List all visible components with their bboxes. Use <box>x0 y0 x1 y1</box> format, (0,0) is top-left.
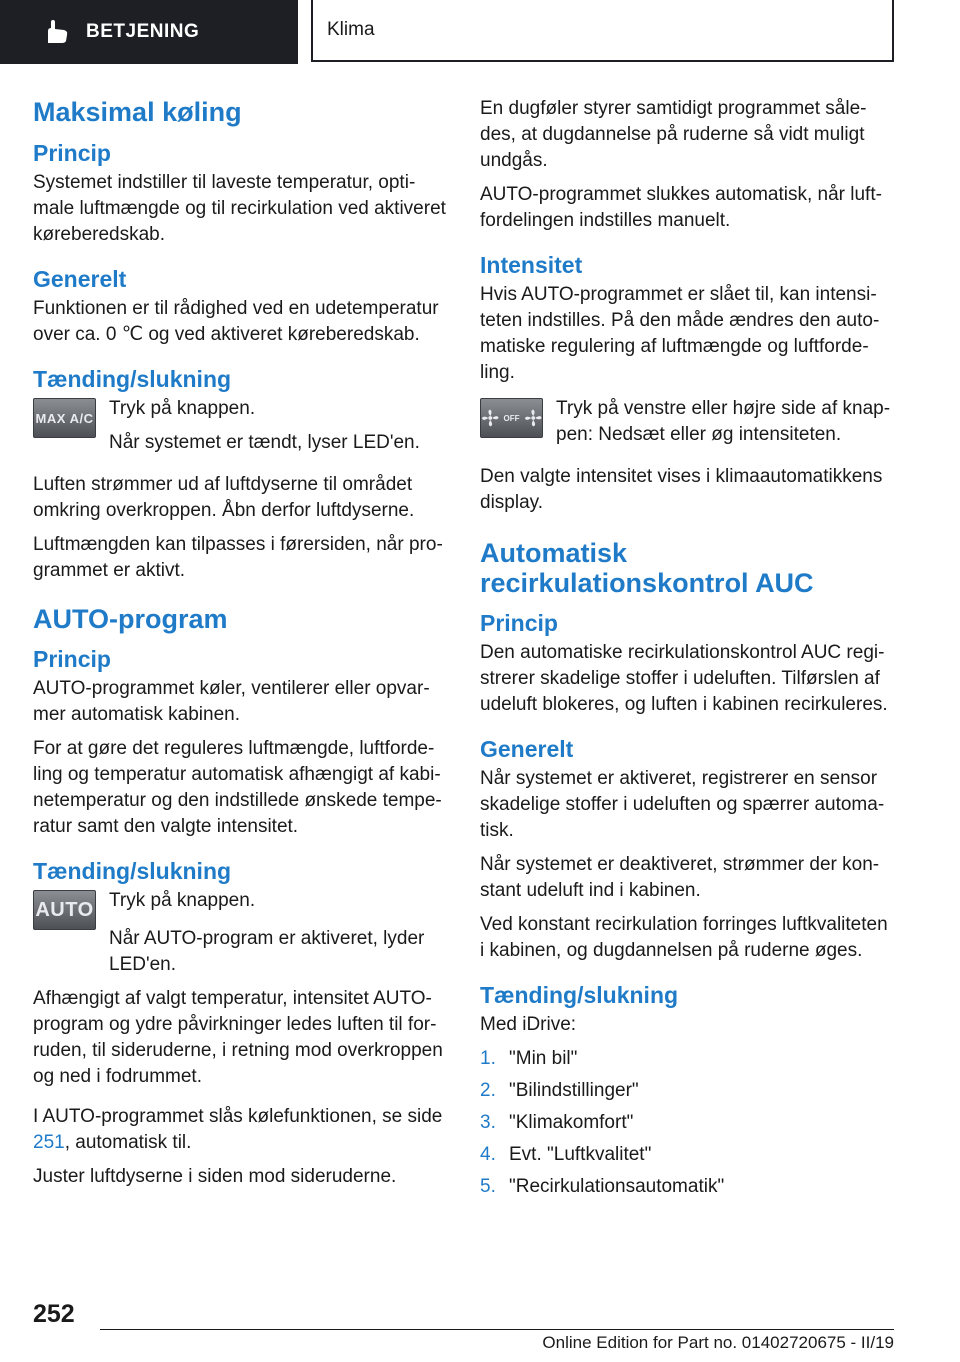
heading-maksimal-koeling: Maksimal køling <box>33 97 242 127</box>
text: I AUTO-programmet slås kølefunktionen, se side <box>33 1106 443 1127</box>
list-item <box>480 1046 892 1072</box>
paragraph: Systemet indstiller til laveste temperatur, optimale luftmængde og til recirkulation ved aktiveret køreberedskab. <box>33 172 446 245</box>
section-tab[interactable] <box>0 0 298 64</box>
heading-auc: Automatisk recirkulationskontrol AUC <box>480 538 814 598</box>
paragraph: AUTO-programmet slukkes automatisk, når luftfordelingen indstilles manuelt. <box>480 184 882 231</box>
step-number: 3. <box>480 1112 496 1133</box>
step-text: Evt. "Luftkvalitet" <box>509 1144 652 1165</box>
fan-intensity-button-icon <box>480 398 543 438</box>
idrive-steps <box>480 1046 892 1200</box>
left-column <box>33 96 448 1198</box>
hand-pointer-icon <box>42 19 72 45</box>
paragraph: Juster luftdyserne i siden mod sideruderne. <box>33 1166 397 1187</box>
text: , automatisk til. <box>64 1132 192 1153</box>
heading-princip: Princip <box>33 140 111 166</box>
step-text: "Recirkulationsautomatik" <box>509 1176 725 1197</box>
footer-divider <box>100 1329 894 1330</box>
heading-taending: Tænding/slukning <box>33 858 232 884</box>
paragraph: Når systemet er deaktiveret, strømmer der konstant udeluft ind i kabinen. <box>480 854 880 901</box>
paragraph: Funktionen er til rådighed ved en udetemperatur over ca. 0 ℃ og ved aktiveret køreberedskab. <box>33 298 439 345</box>
heading-taending: Tænding/slukning <box>33 366 232 392</box>
max-ac-instruction <box>33 396 448 464</box>
paragraph: Når systemet er tændt, lyser LED'en. <box>109 432 420 453</box>
step-text: "Klimakomfort" <box>509 1112 634 1133</box>
list-item <box>480 1142 892 1168</box>
paragraph: En dugføler styrer samtidigt programmet således, at dugdannelse på ruderne så vidt muligt undgås. <box>480 98 867 171</box>
section-label: BETJENING <box>86 21 200 42</box>
heading-taending: Tænding/slukning <box>480 982 679 1008</box>
chapter-header <box>311 0 894 62</box>
paragraph: Afhængigt af valgt temperatur, intensitet AUTO-program og ydre påvirkninger ledes luften til forruden, til sideruderne, i retning mod overkroppen og ned i fodrummet. <box>33 988 443 1087</box>
paragraph: Tryk på knappen. <box>109 398 256 419</box>
paragraph: AUTO-programmet køler, ventilerer eller opvarmer automatisk kabinen. <box>33 678 430 725</box>
paragraph: Når AUTO-program er aktiveret, lyder LED'en. <box>109 928 425 975</box>
list-item <box>480 1174 892 1200</box>
paragraph: Luftmængden kan tilpasses i førersiden, når programmet er aktivt. <box>33 534 443 581</box>
paragraph: Tryk på knappen. <box>109 890 256 911</box>
edition-text: Online Edition for Part no. 01402720675 - II/19 <box>542 1333 894 1352</box>
list-item <box>480 1110 892 1136</box>
step-number: 5. <box>480 1176 496 1197</box>
chapter-title: Klima <box>327 19 375 40</box>
list-item <box>480 1078 892 1104</box>
heading-intensitet: Intensitet <box>480 252 583 278</box>
step-number: 2. <box>480 1080 496 1101</box>
max-ac-button-icon: MAX A/C <box>33 398 96 438</box>
paragraph: Den valgte intensitet vises i klimaautomatikkens display. <box>480 466 883 513</box>
auto-instruction <box>33 888 448 930</box>
paragraph: Tryk på venstre eller højre side af knappen: Nedsæt eller øg intensiteten. <box>556 398 891 445</box>
intensity-instruction <box>480 396 892 456</box>
right-column <box>480 96 892 1206</box>
paragraph: Hvis AUTO-programmet er slået til, kan intensiteten indstilles. På den måde ændres den automatiske regulering af luftmængde og luftfordeling. <box>480 284 880 383</box>
paragraph: Når systemet er aktiveret, registrerer en sensor skadelige stoffer i udeluften og spærrer automatisk. <box>480 768 885 841</box>
heading-princip: Princip <box>33 646 111 672</box>
heading-auto-program: AUTO-program <box>33 604 228 634</box>
heading-generelt: Generelt <box>33 266 127 292</box>
fan-icon <box>481 408 500 428</box>
off-label: OFF <box>503 413 520 423</box>
step-number: 1. <box>480 1048 496 1069</box>
step-number: 4. <box>480 1144 496 1165</box>
heading-princip: Princip <box>480 610 558 636</box>
page-number: 252 <box>33 1300 75 1328</box>
paragraph: Luften strømmer ud af luftdyserne til området omkring overkroppen. Åbn derfor luftdyserne. <box>33 474 415 521</box>
auto-button-icon: AUTO <box>33 890 96 930</box>
paragraph: Ved konstant recirkulation forringes luftkvaliteten i kabinen, og dugdannelsen på ruderne øges. <box>480 914 888 961</box>
page-link[interactable]: 251 <box>33 1132 65 1153</box>
step-text: "Bilindstillinger" <box>509 1080 639 1101</box>
paragraph: Med iDrive: <box>480 1014 577 1035</box>
paragraph: Den automatiske recirkulationskontrol AUC registrerer skadelige stoffer i udeluften. Tilførslen af udeluft blokeres, og luften i kabinen recirkuleres. <box>480 642 888 715</box>
paragraph: For at gøre det reguleres luftmængde, luftfordeling og temperatur automatisk afhængigt af kabinetemperatur og den indstillede ønskede temperatur samt den valgte intensitet. <box>33 738 442 837</box>
paragraph-kolefunktion <box>33 1104 448 1156</box>
heading-generelt: Generelt <box>480 736 574 762</box>
step-text: "Min bil" <box>509 1048 578 1069</box>
fan-icon <box>524 408 543 428</box>
